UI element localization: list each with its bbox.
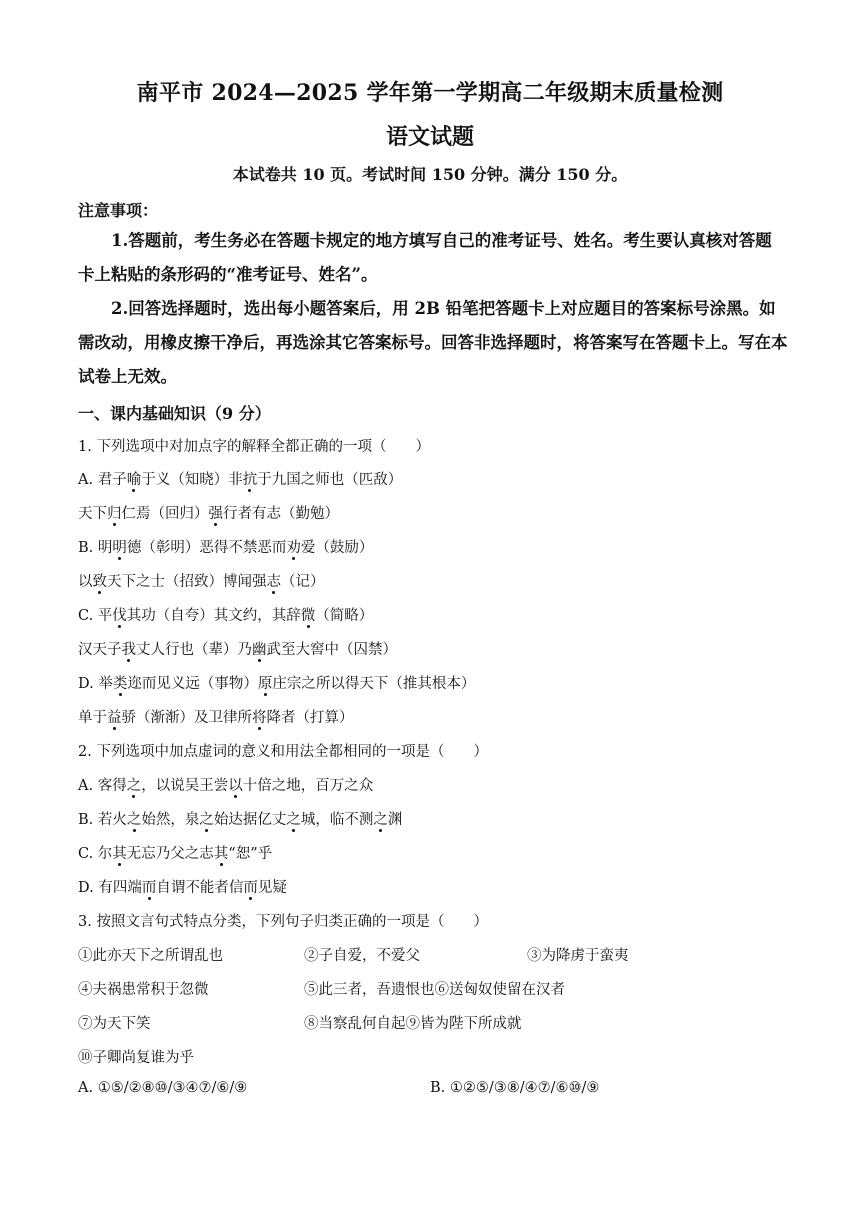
q2-option-c: C. 尔其无忘乃父之志其“恕”乎	[78, 846, 273, 862]
emphasis-char: 之	[199, 812, 214, 828]
exam-subtitle: 语文试题	[385, 124, 474, 150]
q2-stem: 2. 下列选项中加点虚词的意义和用法全都相同的一项是（ ）	[78, 744, 488, 760]
exam-meta: 本试卷共 10 页。考试时间 150 分钟。满分 150 分。	[232, 165, 628, 184]
q3-item: ⑧当察乱何自起⑨皆为陛下所成就	[304, 1016, 522, 1032]
emphasis-char: 将	[252, 710, 267, 726]
emphasis-char: 致	[92, 574, 107, 590]
emphasis-char: 幽	[252, 642, 267, 658]
emphasis-char: 而	[141, 880, 157, 896]
emphasis-char: 劝	[286, 540, 301, 556]
emphasis-char: 喻	[126, 472, 142, 488]
q3-item: ②子自爱，不爱父	[304, 948, 420, 964]
exam-title: 南平市 2024—2025 学年第一学期高二年级期末质量检测	[136, 80, 724, 106]
emphasis-char: 其	[213, 846, 229, 862]
notes-list	[78, 224, 788, 394]
emphasis-char: 原	[257, 676, 273, 692]
q1-option-c-line1: C. 平伐其功（自夸）其文约，其辞微（简略）	[78, 608, 374, 624]
q3-item: ⑦为天下笑	[78, 1016, 151, 1032]
q3-item: ③为降虏于蛮夷	[527, 948, 629, 964]
emphasis-char: 明	[112, 540, 127, 556]
q1-option-d-line1: D. 举类迩而见义远（事物）原庄宗之所以得天下（推其根本）	[78, 676, 476, 692]
emphasis-char: 其	[112, 846, 127, 862]
q3-option-a: A. ①⑤/②⑧⑩/③④⑦/⑥/⑨	[78, 1080, 248, 1096]
emphasis-char: 之	[373, 812, 388, 828]
emphasis-char: 抗	[242, 472, 258, 488]
q3-item: ①此亦天下之所谓乱也	[78, 948, 223, 964]
q1-stem: 1. 下列选项中对加点字的解释全都正确的一项（ ）	[78, 439, 430, 455]
q1-option-d-line2: 单于益骄（渐渐）及卫律所将降者（打算）	[78, 710, 354, 726]
note-item: 1.答题前，考生务必在答题卡规定的地方填写自己的准考证号、姓名。考生要认真核对答题卡上粘贴的条形码的“准考证号、姓名”。	[78, 231, 772, 284]
emphasis-char: 伐	[112, 608, 127, 624]
q2-option-d: D. 有四端而自谓不能者信而见疑	[78, 880, 287, 896]
q3-item: ④夫祸患常积于忽微	[78, 982, 209, 998]
note-item: 2.回答选择题时，选出每小题答案后，用 2B 铅笔把答题卡上对应题目的答案标号涂黑。如需改动，用橡皮擦干净后，再选涂其它答案标号。回答非选择题时，将答案写在答题卡上。写在本试卷上无效。	[78, 299, 788, 386]
q3-item: ⑤此三者，吾遗恨也⑥送匈奴使留在汉者	[304, 982, 565, 998]
q1-option-a-line2: 天下归仁焉（回归）强行者有志（勤勉）	[78, 506, 339, 522]
q3-option-b: B. ①②⑤/③⑧/④⑦/⑥⑩/⑨	[430, 1080, 600, 1096]
emphasis-char: 志	[266, 574, 281, 590]
emphasis-char: 类	[112, 676, 128, 692]
emphasis-char: 我	[121, 642, 136, 658]
q1-option-b-line2: 以致天下之士（招致）博闻强志（记）	[78, 574, 325, 590]
emphasis-char: 微	[300, 608, 316, 624]
q1-option-a-line1: A. 君子喻于义（知晓）非抗于九国之师也（匹敌）	[78, 472, 403, 488]
q1-option-b-line1: B. 明明德（彰明）恶得不禁恶而劝爱（鼓励）	[78, 540, 374, 556]
emphasis-char: 之	[286, 812, 301, 828]
emphasis-char: 而	[243, 880, 258, 896]
emphasis-char: 强	[208, 506, 223, 522]
q2-option-b: B. 若火之始然，泉之始达据亿丈之城，临不测之渊	[78, 812, 403, 828]
q2-option-a: A. 客得之，以说吴王尝以十倍之地，百万之众	[78, 778, 374, 794]
emphasis-char: 之	[126, 812, 142, 828]
q3-stem: 3. 按照文言句式特点分类，下列句子归类正确的一项是（ ）	[78, 914, 488, 930]
section-heading: 一、课内基础知识（9 分）	[78, 404, 271, 423]
emphasis-char: 之	[126, 778, 142, 794]
emphasis-char: 以	[228, 778, 243, 794]
notes-heading: 注意事项：	[78, 201, 159, 220]
q1-option-c-line2: 汉天子我丈人行也（辈）乃幽武至大窖中（囚禁）	[78, 642, 397, 658]
emphasis-char: 益	[107, 710, 122, 726]
emphasis-char: 归	[107, 506, 122, 522]
q3-item: ⑩子卿尚复谁为乎	[78, 1050, 194, 1066]
